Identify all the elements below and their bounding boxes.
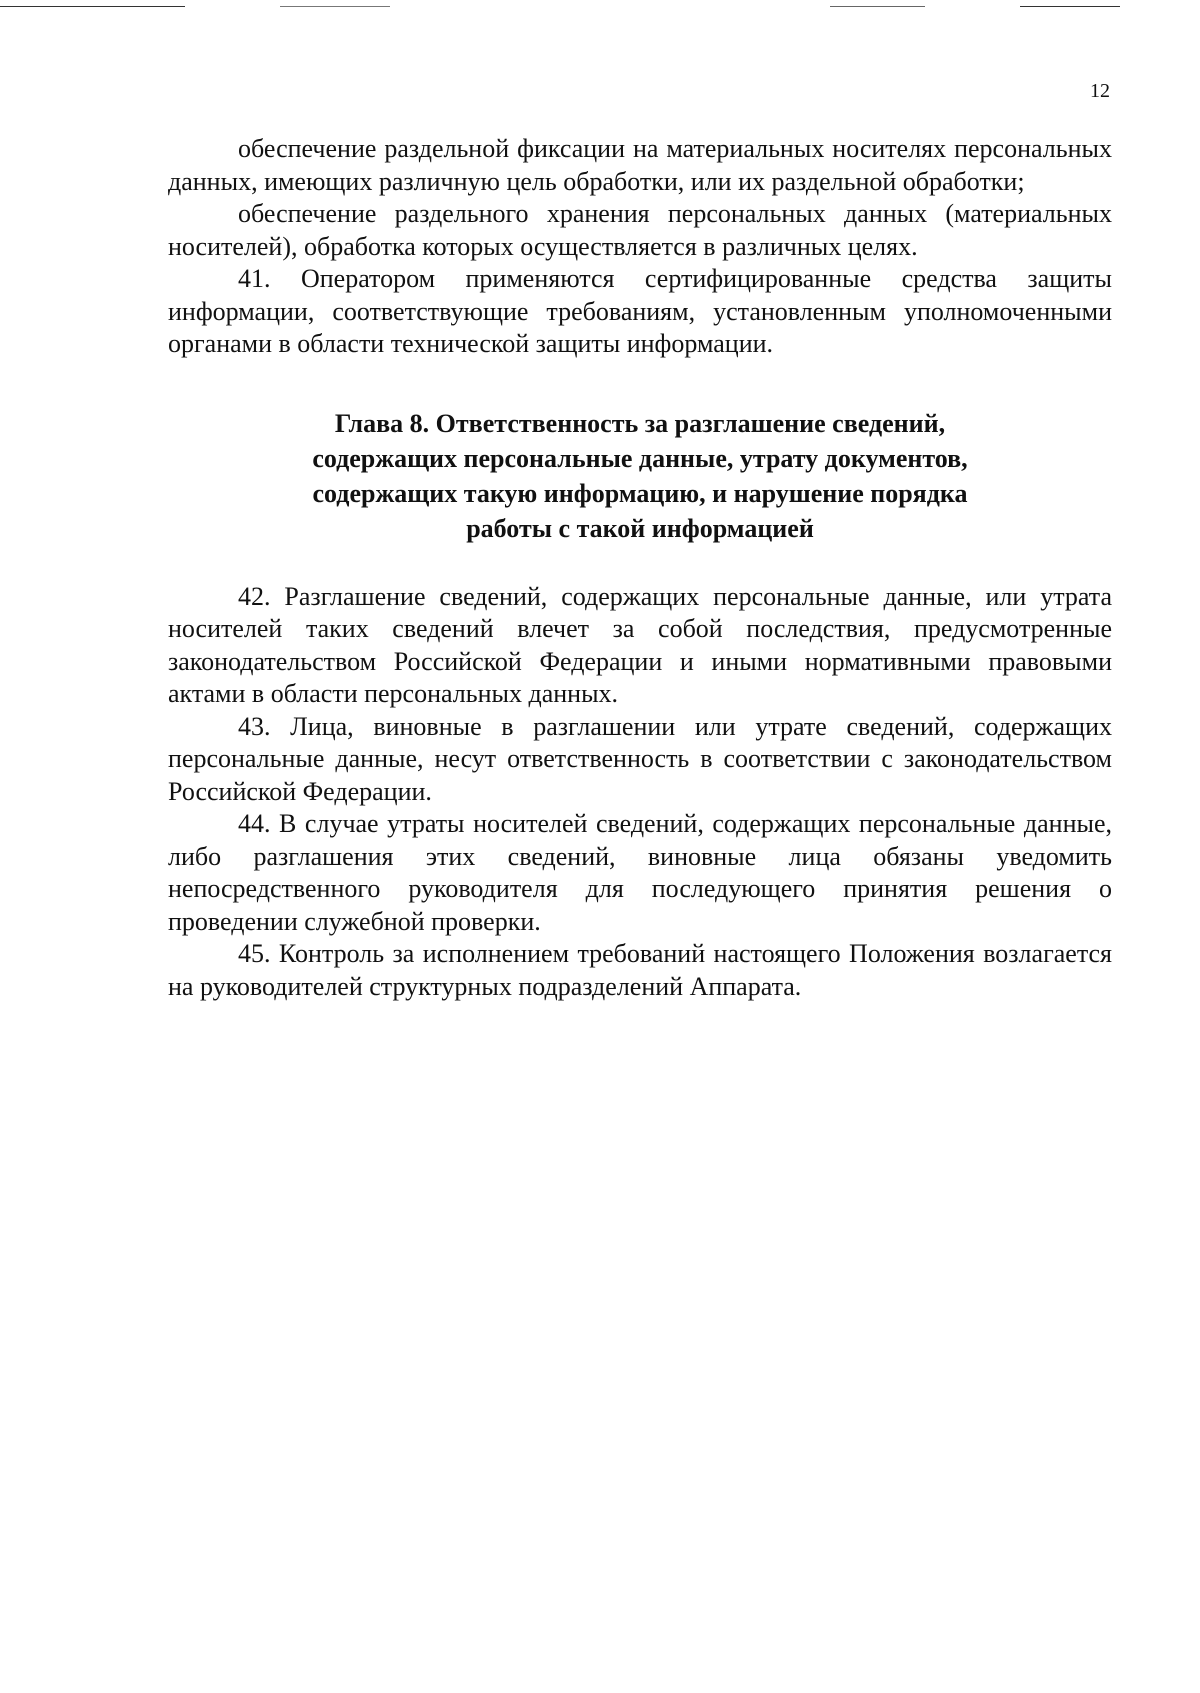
paragraph: 45. Контроль за исполнением требований настоящего Положения возлагается на руководителей структурных подразделений Аппарата. [168, 939, 1112, 1001]
chapter-heading-line: работы с такой информацией [466, 513, 814, 543]
chapter-heading [168, 406, 1112, 546]
paragraph: обеспечение раздельной фиксации на материальных носителях персональных данных, имеющих различную цель обработки, или их раздельной обработки; [168, 134, 1112, 196]
scan-artifact-line [1020, 6, 1120, 7]
paragraph: 44. В случае утраты носителей сведений, содержащих персональные данные, либо разглашения этих сведений, виновные лица обязаны уведомить непосредственного руководителя для последующего принятия решения о проведении служебной проверки. [168, 809, 1112, 936]
scan-artifact-line [830, 6, 925, 7]
page-number: 12 [1090, 80, 1110, 102]
paragraph: обеспечение раздельного хранения персональных данных (материальных носителей), обработка которых осуществляется в различных целях. [168, 199, 1112, 261]
chapter-heading-line: содержащих такую информацию, и нарушение порядка [312, 478, 968, 508]
chapter-heading-line: Глава 8. Ответственность за разглашение сведений, [334, 408, 946, 438]
document-body [168, 133, 1112, 1003]
chapter-heading-line: содержащих персональные данные, утрату документов, [312, 443, 968, 473]
paragraph: 43. Лица, виновные в разглашении или утрате сведений, содержащих персональные данные, несут ответственность в соответствии с законодательством Российской Федерации. [168, 711, 1112, 806]
paragraph: 42. Разглашение сведений, содержащих персональные данные, или утрата носителей таких сведений влечет за собой последствия, предусмотренные законодательством Российской Федерации и иными нормативными правовыми актами в области персональных данных. [168, 581, 1112, 708]
paragraph: 41. Оператором применяются сертифицированные средства защиты информации, соответствующие требованиям, установленным уполномоченными органами в области технической защиты информации. [168, 264, 1112, 358]
scan-artifact-line [280, 6, 390, 7]
scan-artifact-line [0, 6, 185, 7]
